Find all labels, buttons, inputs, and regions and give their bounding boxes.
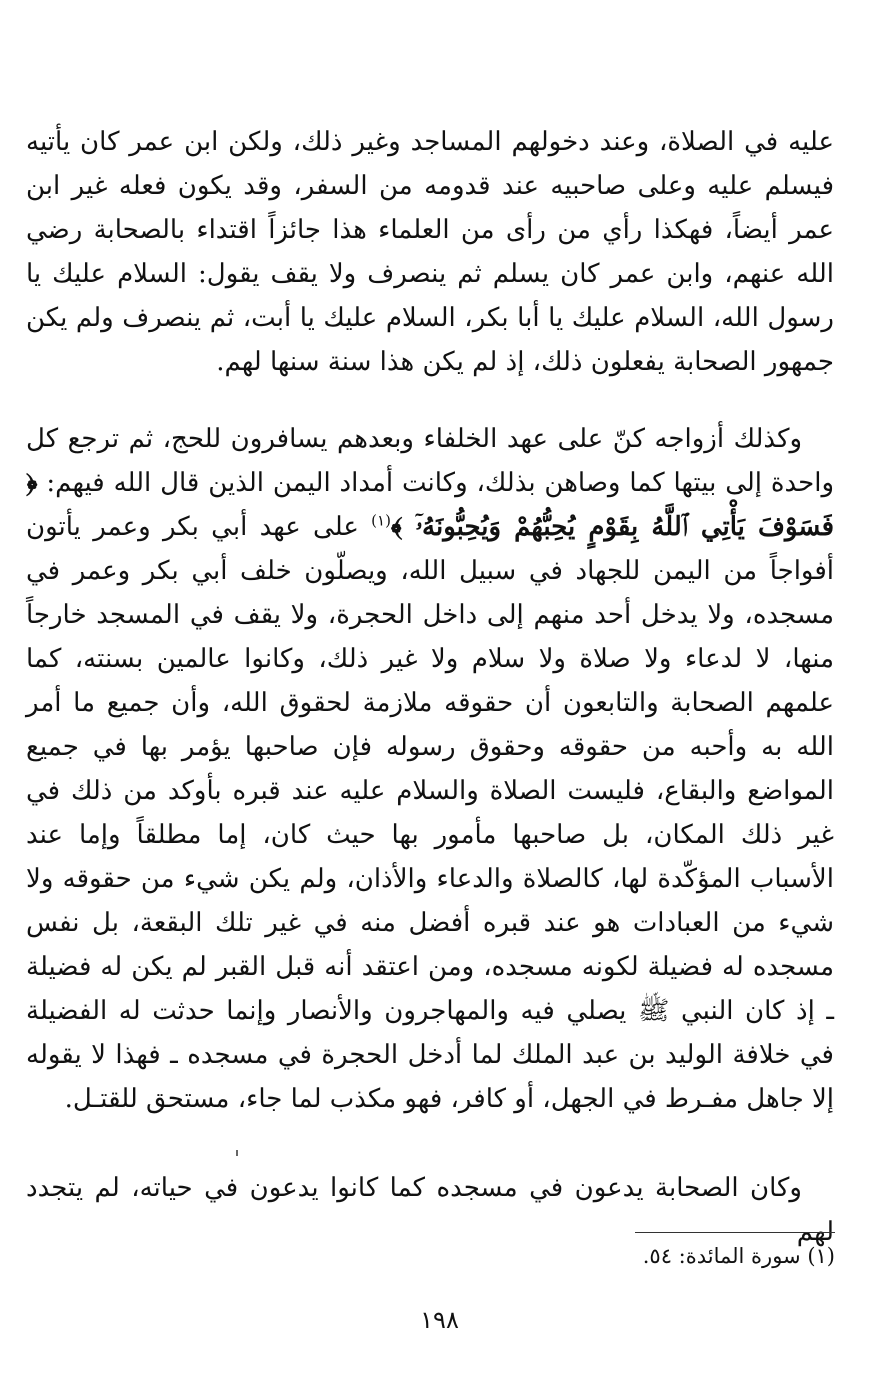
footnote: (١) سورة المائدة: ٥٤.: [642, 1244, 835, 1268]
page-number: ١٩٨: [420, 1306, 459, 1334]
paragraph-2-body: على عهد أبي بكر وعمر يأتون أفواجاً من اليمن للجهاد في سبيل الله، ويصلّون خلف أبي بكر وعمر في مسجده، ولا يدخل أحد منهم إلى داخل الحجرة، ولا يقف في المسجد خارجاً منها، لا لدعاء ولا صلاة ولا سلام ولا غير ذلك، وكانوا عالمين بسنته، كما علمهم الصحابة والتابعون أن حقوقه ملازمة لحقوق الله، وأن جميع ما أمر الله به وأحبه من حقوقه وحقوق رسوله فإن صاحبها يؤمر بها في جميع المواضع والبقاع، فليست الصلاة والسلام عليه عند قبره بأوكد من ذلك في غير ذلك المكان، بل صاحبها مأمور بها حيث كان، إما مطلقاً وإما عند الأسباب المؤكّدة لها، كالصلاة والدعاء والأذان، ولم يكن شيء من حقوقه ولا شيء من العبادات هو عند قبره أفضل منه في غير تلك البقعة، بل نفس مسجده له فضيلة لكونه مسجده، ومن اعتقد أنه قبل القبر لم يكن له فضيلة ـ إذ كان النبي ﷺ يصلي فيه والمهاجرون والأنصار وإنما حدثت له الفضيلة في خلافة الوليد بن عبد الملك لما أدخل الحجرة في مسجده ـ فهذا لا يقوله إلا جاهل مفـرط في الجهل، أو كافر، فهو مكذب لما جاء، مستحق للقتـل.: [26, 512, 834, 1114]
paragraph-2: [26, 417, 834, 1121]
footnote-divider: [635, 1232, 835, 1233]
footnote-reference: (١): [371, 511, 391, 530]
paragraph-1: عليه في الصلاة، وعند دخولهم المساجد وغير ذلك، ولكن ابن عمر كان يأتيه فيسلم عليه وعلى صاحبيه عند قدومه من السفر، وقد يكون فعله غير ابن عمر أيضاً، فهكذا رأي من رأى من العلماء هذا جائزاً اقتداء بالصحابة رضي الله عنهم، وابن عمر كان يسلم ثم ينصرف ولا يقف يقول: السلام عليك يا رسول الله، السلام عليك يا أبا بكر، السلام عليك يا أبت، ثم ينصرف ولم يكن جمهور الصحابة يفعلون ذلك، إذ لم يكن هذا سنة سنها لهم.: [26, 127, 834, 377]
print-speck: [236, 1150, 238, 1156]
quran-verse: ﴿ فَسَوْفَ يَأْتِي ٱللَّهُ بِقَوْمٍ يُحِبُّهُمْ وَيُحِبُّونَهُۥٓ ﴾: [26, 468, 835, 542]
paragraph-2-opening: وكذلك أزواجه كنّ على عهد الخلفاء وبعدهم يسافرون للحج، ثم ترجع كل واحدة إلى بيتها كما وصاهن بذلك، وكانت أمداد اليمن الذين قال الله فيهم:: [26, 424, 835, 498]
paragraph-3: وكان الصحابة يدعون في مسجده كما كانوا يدعون في حياته، لم يتجدد لهم: [26, 1173, 834, 1247]
